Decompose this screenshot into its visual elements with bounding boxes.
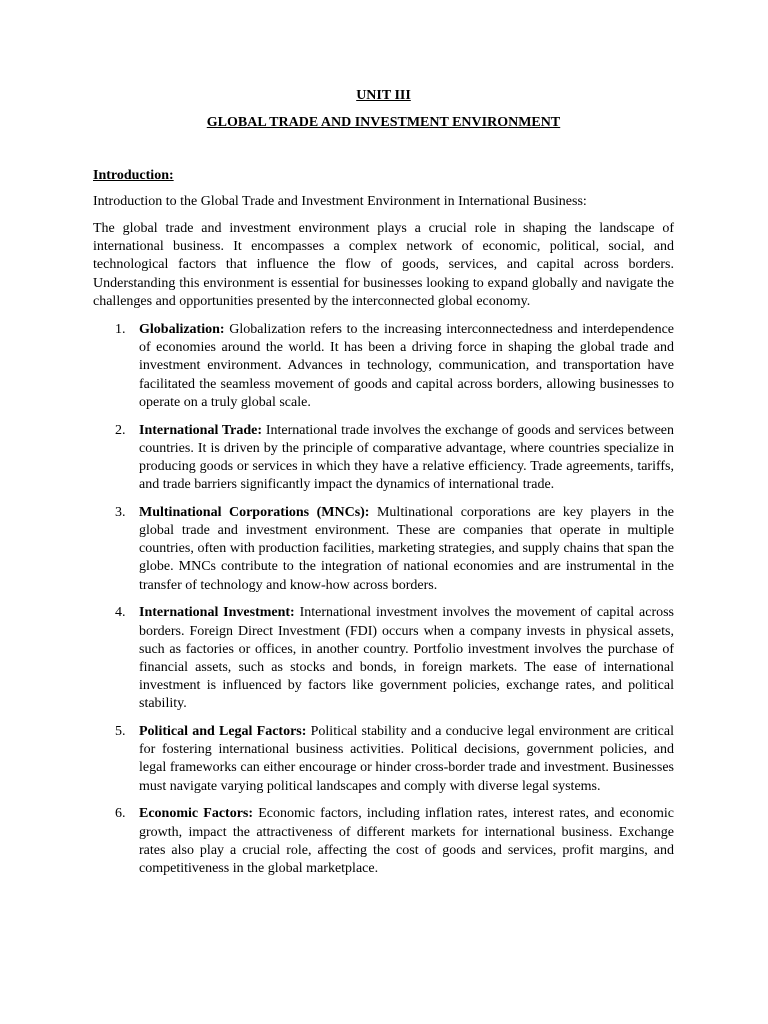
list-item-number: 5. — [115, 724, 126, 740]
list-item — [93, 723, 674, 796]
list-item-term: Multinational Corporations (MNCs): — [139, 504, 370, 520]
list-item-number: 1. — [115, 322, 126, 338]
list-item — [93, 321, 674, 412]
page-title: GLOBAL TRADE AND INVESTMENT ENVIRONMENT — [206, 115, 561, 130]
list-item-term: Political and Legal Factors: — [139, 724, 307, 740]
list-item-text: Economic factors, including inflation rates, interest rates, and economic growth, impact the attractiveness of different markets for international business. Exchange rates also play a crucial role, affecting the cost of goods and services, profit margins, and competitiveness in the global marketplace. — [139, 806, 675, 876]
list-item — [93, 604, 674, 713]
list-item-term: Globalization: — [139, 322, 225, 338]
list-item — [93, 805, 674, 878]
list-item-number: 3. — [115, 504, 126, 520]
list-item-text: International trade involves the exchange of goods and services between countries. It is driven by the principle of comparative advantage, where countries specialize in producing goods or services in which they have a relative efficiency. Trade agreements, tariffs, and trade barriers significantly impact the dynamics of international trade. — [139, 422, 674, 493]
numbered-list — [93, 321, 674, 878]
list-item-number: 4. — [115, 605, 126, 621]
list-item-term: Economic Factors: — [139, 806, 254, 822]
list-item — [93, 504, 674, 595]
unit-title: UNIT III — [356, 88, 411, 103]
list-item — [93, 422, 674, 495]
list-item-term: International Trade: — [139, 422, 263, 438]
list-item-number: 6. — [115, 806, 126, 822]
list-item-text: Multinational corporations are key players in the global trade and investment environment. These are companies that operate in multiple countries, often with production facilities, marketing strategies, and supply chains that span the globe. MNCs contribute to the integration of national economies and are instrumental in the transfer of technology and know-how across borders. — [139, 504, 674, 593]
list-item-term: International Investment: — [139, 605, 295, 621]
intro-line: Introduction to the Global Trade and Investment Environment in International Business: — [93, 194, 587, 209]
list-item-text: Globalization refers to the increasing interconnectedness and interdependence of economies around the world. It has been a driving force in shaping the global trade and investment environment. Advances in technology, communication, and transportation have facilitated the seamless movement of goods and capital across borders, allowing businesses to operate on a truly global scale. — [139, 322, 675, 410]
section-heading: Introduction: — [93, 168, 174, 183]
list-item-text: Political stability and a conducive legal environment are critical for fostering international business activities. Political decisions, government policies, and legal frameworks can either encourage or hinder cross-border trade and investment. Businesses must navigate varying political landscapes and comply with diverse legal systems. — [139, 724, 674, 794]
list-item-number: 2. — [115, 422, 126, 438]
list-item-text: International investment involves the movement of capital across borders. Foreign Direct Investment (FDI) occurs when a company invests in physical assets, such as factories or offices, in another country. Portfolio investment involves the purchase of financial assets, such as stocks and bonds, in foreign markets. The ease of international investment is influenced by factors like government policies, exchange rates, and political stability. — [139, 605, 675, 712]
intro-paragraph: The global trade and investment environment plays a crucial role in shaping the landscape of international business. It encompasses a complex network of economic, political, social, and technological factors that influence the flow of goods, services, and capital across borders. Understanding this environment is essential for businesses looking to expand globally and navigate the challenges and opportunities presented by the interconnected global economy. — [93, 221, 674, 309]
